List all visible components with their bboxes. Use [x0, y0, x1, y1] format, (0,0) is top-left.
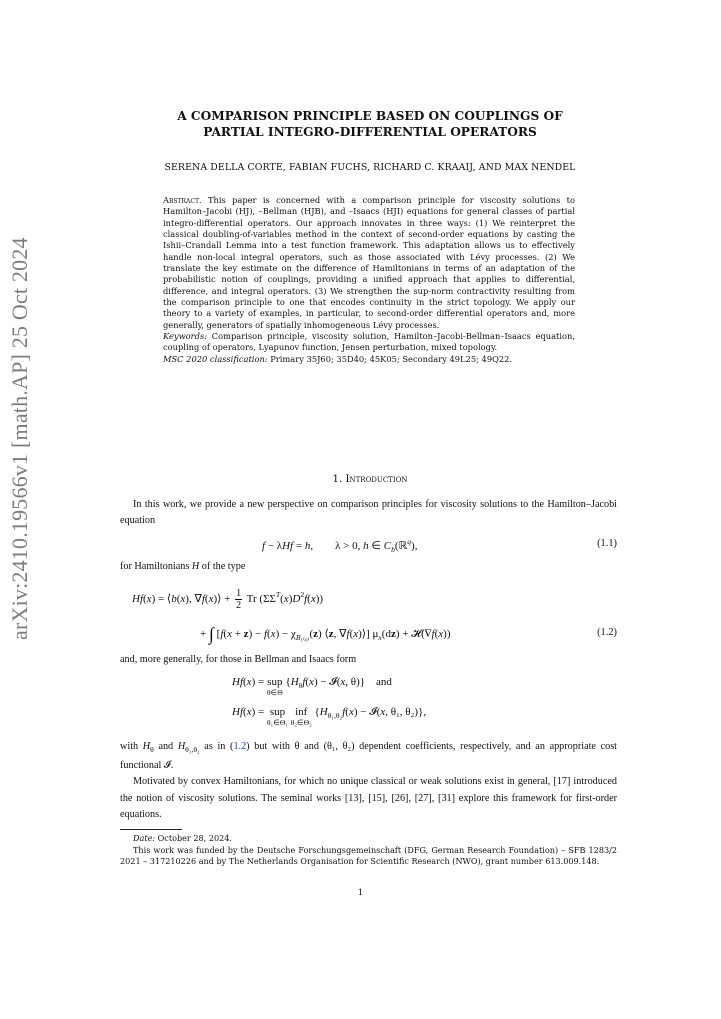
footnote-rule	[120, 829, 182, 830]
title-line-1: A COMPARISON PRINCIPLE BASED ON COUPLINGS OF	[177, 109, 563, 123]
msc-label: MSC 2020 classification:	[163, 353, 268, 364]
equation-1-2-line-2: + ∫ [$f(x + z) - f(x) - \chi_{B_{1(0)}}(z)$ ⟨z, ∇f(x)⟩] $\mu_x(dz)$ + 𝓗(∇f(x))	[200, 624, 451, 644]
section-heading	[120, 474, 620, 485]
p4-text-e: and	[304, 741, 319, 752]
date-label: Date:	[133, 833, 156, 843]
equation-1-1: f − λHf = h, λ > 0, h ∈ $C_b(ℝ^q)$,	[262, 537, 418, 554]
paragraph-2-text-a: for Hamiltonians	[120, 561, 190, 572]
equation-reference-link[interactable]: 1.2	[233, 741, 247, 752]
keywords-label: Keywords:	[163, 331, 208, 342]
author-list: SERENA DELLA CORTE, FABIAN FUCHS, RICHARD C. KRAAIJ, AND MAX NENDEL	[164, 162, 576, 173]
bellman-equation: Hf(x) = sup θ∈Θ {$H_\theta f(x)$ − 𝓘(x, θ)} and	[232, 676, 392, 697]
paragraph-intro	[120, 497, 617, 529]
msc-text: Primary 35J60; 35D40; 45K05; Secondary 49L25; 49Q22.	[270, 353, 513, 364]
paragraph-2: for Hamiltonians H of the type	[120, 561, 246, 572]
section-number: 1.	[332, 474, 343, 485]
p4-text-f: dependent coefficients, respectively, and an appropriate cost functional	[120, 741, 618, 772]
title-line-2: PARTIAL INTEGRO-DIFFERENTIAL OPERATORS	[203, 125, 537, 139]
funding-note: This work was funded by the Deutsche Forschungsgemeinschaft (DFG, German Research Foundation) – SFB 1283/2 2021 – 317210226 and by The Netherlands Organisation for Scientific Research (NWO), grant number 613.009.148.	[120, 844, 617, 867]
equation-1-1-number: (1.1)	[597, 538, 617, 549]
p4-text-a: with	[120, 741, 139, 752]
abstract	[163, 195, 575, 365]
abstract-text: This paper is concerned with a comparison principle for viscosity solutions to Hamilton–Jacobi (HJ), –Bellman (HJB), and –Isaacs (HJI) equations for general classes of partial integro-differential operators. Our approach innovates in three ways: (1) We reinterpret the classical doubling-of-variables method in the context of second-order equations by casting the Ishii–Crandall Lemma into a test function framework. This adaptation allows us to effectively handle non-local integral operators, such as those associated with Lévy processes. (2) We translate the key estimate on the difference of Hamiltonians in terms of an adaptation of the probabilistic notion of couplings, providing a unified approach that applies to differential, difference, and integral operators. (3) We strengthen the sup-norm contractivity resulting from the comparison principle to one that encodes continuity in the strict topology. We apply our theory to a variety of examples, in particular, to second-order differential operators and, more generally, generators of spatially inhomogeneous Lévy processes.	[163, 195, 575, 330]
page-number: 1	[357, 888, 364, 898]
keywords-text: Comparison principle, viscosity solution, Hamilton–Jacobi-Bellman–Isaacs equation, coupling of operators, Lyapunov function, Jensen perturbation, mixed topology.	[163, 331, 576, 353]
footnotes	[120, 833, 617, 868]
paragraph-3-text: and, more generally, for those in Bellman and Isaacs form	[120, 654, 357, 665]
p4-text-b: and	[158, 741, 174, 752]
p4-text-d: but with	[254, 741, 291, 752]
arxiv-identifier: arXiv:2410.19566v1 [math.AP] 25 Oct 2024	[7, 237, 32, 640]
isaacs-equation: Hf(x) = sup θ₁∈Θ₁ inf θ₂∈Θ₂ {$H_{\theta_1,\theta_2}f(x)$ − 𝓘(x, θ₁, θ₂)},	[232, 706, 427, 727]
equation-1-2-number: (1.2)	[597, 627, 617, 638]
section-title: Introduction	[345, 474, 408, 485]
paragraph-4: with $H_\theta$ and $H_{\theta_1,\theta_2}$ as in (1.2) but with θ and (θ₁, θ₂) dependent coefficients, respectively, and an appropriate cost functional 𝓘. Motivated by convex Hamiltonians, for which no unique classical or weak solutions exist in general, [17] introduced the notion of viscosity solutions. The seminal works [13], [15], [26], [27], [31] explore this framework for first-order equations.	[120, 739, 617, 823]
date-value: October 28, 2024.	[157, 833, 232, 843]
paragraph-2-text-b: of the type	[201, 561, 246, 572]
abstract-label: Abstract.	[163, 195, 202, 205]
p4-text-c: as in	[204, 741, 226, 752]
paragraph-3	[120, 652, 617, 668]
paragraph-1: In this work, we provide a new perspective on comparison principles for viscosity solutions to the Hamilton–Jacobi equation	[120, 499, 617, 527]
paragraph-5: Motivated by convex Hamiltonians, for which no unique classical or weak solutions exist in general, [17] introduced the notion of viscosity solutions. The seminal works [13], [15], [26], [27], [31] explore this framework for first-order equations.	[120, 776, 617, 820]
equation-1-2-line-1: Hf(x) = ⟨b(x), ∇f(x)⟩ + $\frac{1}{2}$ Tr $(\Sigma\Sigma^T(x)D^2f(x))$	[132, 588, 324, 611]
